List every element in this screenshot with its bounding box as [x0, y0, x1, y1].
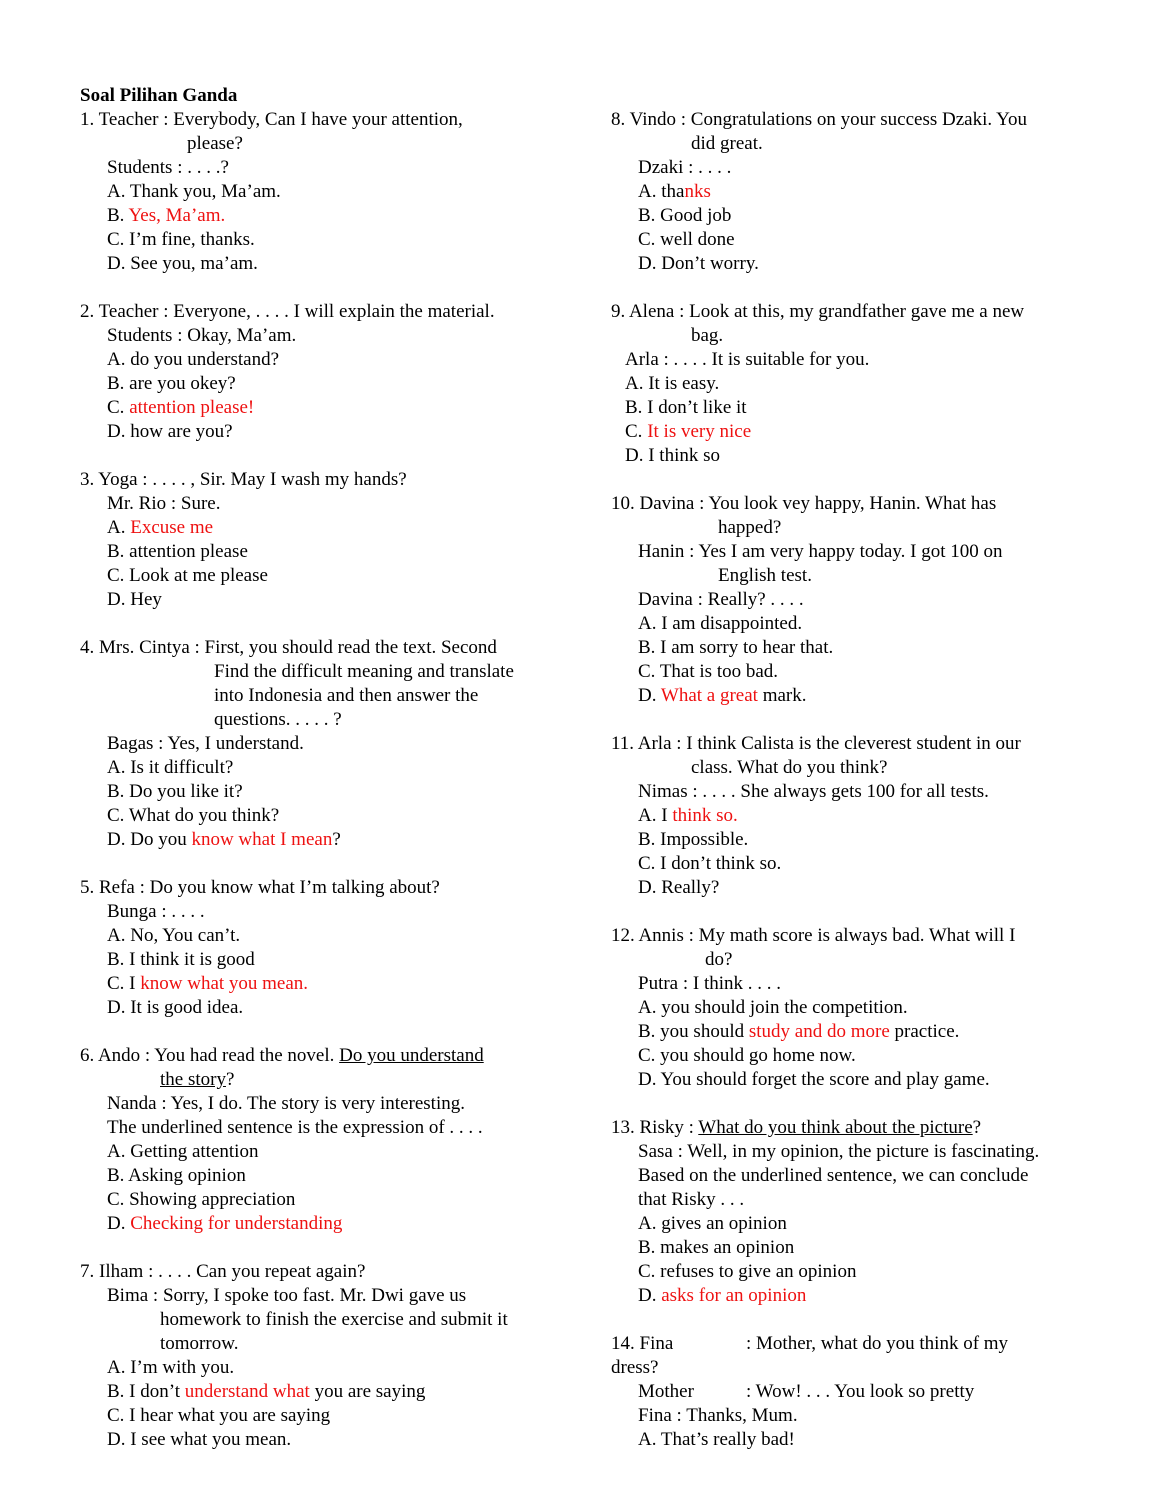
question-text: 9. Alena : Look at this, my grandfather gave me a new	[611, 301, 1025, 322]
question-3	[80, 468, 550, 612]
answer-highlight: nks	[684, 181, 711, 202]
answer-highlight: Excuse me	[130, 517, 214, 538]
underlined-expression: What do you think about the picture	[698, 1117, 973, 1138]
question-6	[80, 1044, 550, 1236]
option-a: A. do you understand?	[107, 349, 280, 370]
question-text: 3. Yoga : . . . . , Sir. May I wash my hands?	[80, 469, 407, 490]
option-d	[80, 828, 550, 852]
option-c: C. Showing appreciation	[107, 1189, 296, 1210]
option-d: D. Don’t worry.	[638, 253, 759, 274]
option-text: B. you should	[638, 1021, 749, 1042]
spacer	[611, 1092, 1081, 1116]
spacer	[80, 852, 550, 876]
option-c: C. That is too bad.	[638, 661, 779, 682]
question-1	[80, 108, 550, 276]
answer-highlight: asks for an opinion	[661, 1285, 807, 1306]
option-c: C. What do you think?	[107, 805, 280, 826]
option-a: A. I’m with you.	[107, 1357, 235, 1378]
response-line: Hanin : Yes I am very happy today. I got 100 on	[638, 541, 1003, 562]
option-text: D.	[638, 1285, 662, 1306]
question-text: questions. . . . . ?	[214, 709, 342, 730]
option-text: ?	[332, 829, 341, 850]
spacer	[611, 1308, 1081, 1332]
question-text: into Indonesia and then answer the	[214, 685, 479, 706]
option-d	[611, 684, 1081, 708]
question-10	[611, 492, 1081, 708]
question-prompt: Based on the underlined sentence, we can conclude	[638, 1165, 1029, 1186]
option-a	[611, 804, 1081, 828]
option-a: A. you should join the competition.	[638, 997, 908, 1018]
answer-highlight: think so.	[672, 805, 738, 826]
question-text: 8. Vindo : Congratulations on your success Dzaki. You	[611, 109, 1027, 130]
option-b: B. Asking opinion	[107, 1165, 246, 1186]
answer-highlight: understand what	[184, 1381, 310, 1402]
spacer	[611, 276, 1081, 300]
question-text: 12. Annis : My math score is always bad. What will I	[611, 925, 1016, 946]
response-line: Davina : Really? . . . .	[638, 589, 804, 610]
response-line: Bunga : . . . .	[107, 901, 205, 922]
spacer	[611, 708, 1081, 732]
question-8	[611, 108, 1081, 276]
question-text: 1. Teacher : Everybody, Can I have your attention,	[80, 109, 463, 130]
question-9	[611, 300, 1081, 468]
question-text: Find the difficult meaning and translate	[214, 661, 514, 682]
question-13	[611, 1116, 1081, 1308]
question-text-part: 6. Ando : You had read the novel.	[80, 1045, 340, 1066]
question-text	[80, 1068, 550, 1092]
option-text: D. Do you	[107, 829, 192, 850]
option-d: D. Really?	[638, 877, 720, 898]
option-text: D.	[107, 1213, 131, 1234]
option-a	[611, 180, 1081, 204]
response-line: Students : . . . .?	[107, 157, 229, 178]
spacer	[80, 1236, 550, 1260]
option-text: mark.	[757, 685, 807, 706]
spacer	[611, 84, 1081, 108]
option-d	[80, 1212, 550, 1236]
response-line: English test.	[718, 565, 812, 586]
speaker-label: 14. Fina	[611, 1333, 674, 1354]
option-b: B. I don’t like it	[625, 397, 747, 418]
response-line: Putra : I think . . . .	[638, 973, 782, 994]
question-text	[611, 1332, 1081, 1356]
question-text: 7. Ilham : . . . . Can you repeat again?	[80, 1261, 366, 1282]
option-b	[611, 1020, 1081, 1044]
option-b: B. attention please	[107, 541, 248, 562]
option-c	[80, 396, 550, 420]
option-b: B. makes an opinion	[638, 1237, 795, 1258]
option-text: C.	[625, 421, 648, 442]
question-prompt: that Risky . . .	[638, 1189, 745, 1210]
answer-highlight: know what you mean.	[140, 973, 309, 994]
option-a: A. I am disappointed.	[638, 613, 803, 634]
option-text: A.	[107, 517, 131, 538]
option-b	[80, 1380, 550, 1404]
answer-highlight: What a great	[660, 685, 758, 706]
option-text: D.	[638, 685, 661, 706]
answer-highlight: It is very nice	[647, 421, 752, 442]
option-b: B. I am sorry to hear that.	[638, 637, 834, 658]
option-a: A. That’s really bad!	[638, 1429, 795, 1450]
option-b: B. are you okey?	[107, 373, 236, 394]
response-line: Students : Okay, Ma’am.	[107, 325, 297, 346]
answer-highlight: study and do more	[748, 1021, 890, 1042]
response-line: Bagas : Yes, I understand.	[107, 733, 304, 754]
page-title: Soal Pilihan Ganda	[80, 85, 238, 106]
question-text-part: ?	[972, 1117, 982, 1138]
option-text: B. I don’t	[107, 1381, 185, 1402]
spacer	[611, 900, 1081, 924]
option-text: C.	[107, 397, 130, 418]
response-line: Nimas : . . . . She always gets 100 for all tests.	[638, 781, 989, 802]
question-2	[80, 300, 550, 444]
response-line: homework to finish the exercise and submit it	[160, 1309, 508, 1330]
option-a: A. Getting attention	[107, 1141, 259, 1162]
underlined-expression: the story	[160, 1069, 226, 1090]
option-a: A. Is it difficult?	[107, 757, 234, 778]
option-text: A. tha	[638, 181, 685, 202]
option-c: C. I don’t think so.	[638, 853, 782, 874]
spacer	[80, 612, 550, 636]
question-text-part: : Mother, what do you think of my	[746, 1333, 1009, 1354]
response-text: : Wow! . . . You look so pretty	[746, 1381, 975, 1402]
question-5	[80, 876, 550, 1020]
spacer	[80, 444, 550, 468]
option-b: B. Good job	[638, 205, 732, 226]
option-b	[80, 204, 550, 228]
question-text: dress?	[611, 1357, 659, 1378]
option-d: D. how are you?	[107, 421, 233, 442]
option-a	[80, 516, 550, 540]
option-text: practice.	[889, 1021, 960, 1042]
question-text: happed?	[718, 517, 782, 538]
question-11	[611, 732, 1081, 900]
question-text: 11. Arla : I think Calista is the cleverest student in our	[611, 733, 1021, 754]
option-c: C. you should go home now.	[638, 1045, 856, 1066]
response-line: Sasa : Well, in my opinion, the picture is fascinating.	[638, 1141, 1040, 1162]
left-column	[80, 84, 550, 1452]
option-b: B. Do you like it?	[107, 781, 243, 802]
option-text: you are saying	[309, 1381, 426, 1402]
answer-highlight: Yes, Ma’am.	[128, 205, 226, 226]
right-column	[611, 84, 1081, 1452]
response-line: Bima : Sorry, I spoke too fast. Mr. Dwi gave us	[107, 1285, 467, 1306]
response-line: Dzaki : . . . .	[638, 157, 732, 178]
option-b: B. Impossible.	[638, 829, 749, 850]
option-d: D. Hey	[107, 589, 162, 610]
question-text	[611, 1116, 1081, 1140]
spacer	[80, 1020, 550, 1044]
option-c: C. I hear what you are saying	[107, 1405, 331, 1426]
underlined-expression: Do you understand	[339, 1045, 484, 1066]
question-text: did great.	[691, 133, 763, 154]
question-text: 2. Teacher : Everyone, . . . . I will explain the material.	[80, 301, 495, 322]
question-4	[80, 636, 550, 852]
answer-highlight: Checking for understanding	[130, 1213, 343, 1234]
option-d	[611, 1284, 1081, 1308]
response-line: Fina : Thanks, Mum.	[638, 1405, 798, 1426]
option-d: D. It is good idea.	[107, 997, 244, 1018]
question-12	[611, 924, 1081, 1092]
question-text: 10. Davina : You look vey happy, Hanin. What has	[611, 493, 997, 514]
answer-highlight: know what I mean	[191, 829, 333, 850]
option-a: A. Thank you, Ma’am.	[107, 181, 281, 202]
question-7	[80, 1260, 550, 1452]
option-c	[80, 972, 550, 996]
question-text-part: ?	[225, 1069, 235, 1090]
question-text: please?	[187, 133, 243, 154]
question-text: 4. Mrs. Cintya : First, you should read the text. Second	[80, 637, 497, 658]
option-c: C. I’m fine, thanks.	[107, 229, 255, 250]
question-text	[80, 1044, 550, 1068]
spacer	[611, 468, 1081, 492]
option-d: D. See you, ma’am.	[107, 253, 258, 274]
question-prompt: The underlined sentence is the expression of . . . .	[107, 1117, 483, 1138]
option-d: D. I think so	[625, 445, 720, 466]
question-14	[611, 1332, 1081, 1452]
response-line: Nanda : Yes, I do. The story is very interesting.	[107, 1093, 465, 1114]
response-line: tomorrow.	[160, 1333, 239, 1354]
question-text-part: 13. Risky :	[611, 1117, 699, 1138]
option-d: D. You should forget the score and play game.	[638, 1069, 990, 1090]
option-c: C. well done	[638, 229, 735, 250]
option-c: C. Look at me please	[107, 565, 268, 586]
question-text: bag.	[691, 325, 724, 346]
question-text: 5. Refa : Do you know what I’m talking about?	[80, 877, 440, 898]
option-c	[611, 420, 1081, 444]
option-b: B. I think it is good	[107, 949, 255, 970]
speaker-label: Mother	[638, 1381, 694, 1402]
response-line	[611, 1380, 1081, 1404]
answer-highlight: attention please!	[129, 397, 255, 418]
response-line: Mr. Rio : Sure.	[107, 493, 221, 514]
option-text: C. I	[107, 973, 141, 994]
option-text: B.	[107, 205, 129, 226]
question-text: do?	[705, 949, 733, 970]
option-a: A. It is easy.	[625, 373, 720, 394]
option-text: A. I	[638, 805, 673, 826]
response-line: Arla : . . . . It is suitable for you.	[625, 349, 870, 370]
spacer	[80, 276, 550, 300]
option-d: D. I see what you mean.	[107, 1429, 292, 1450]
question-text: class. What do you think?	[691, 757, 888, 778]
option-a: A. gives an opinion	[638, 1213, 787, 1234]
option-a: A. No, You can’t.	[107, 925, 241, 946]
option-c: C. refuses to give an opinion	[638, 1261, 857, 1282]
